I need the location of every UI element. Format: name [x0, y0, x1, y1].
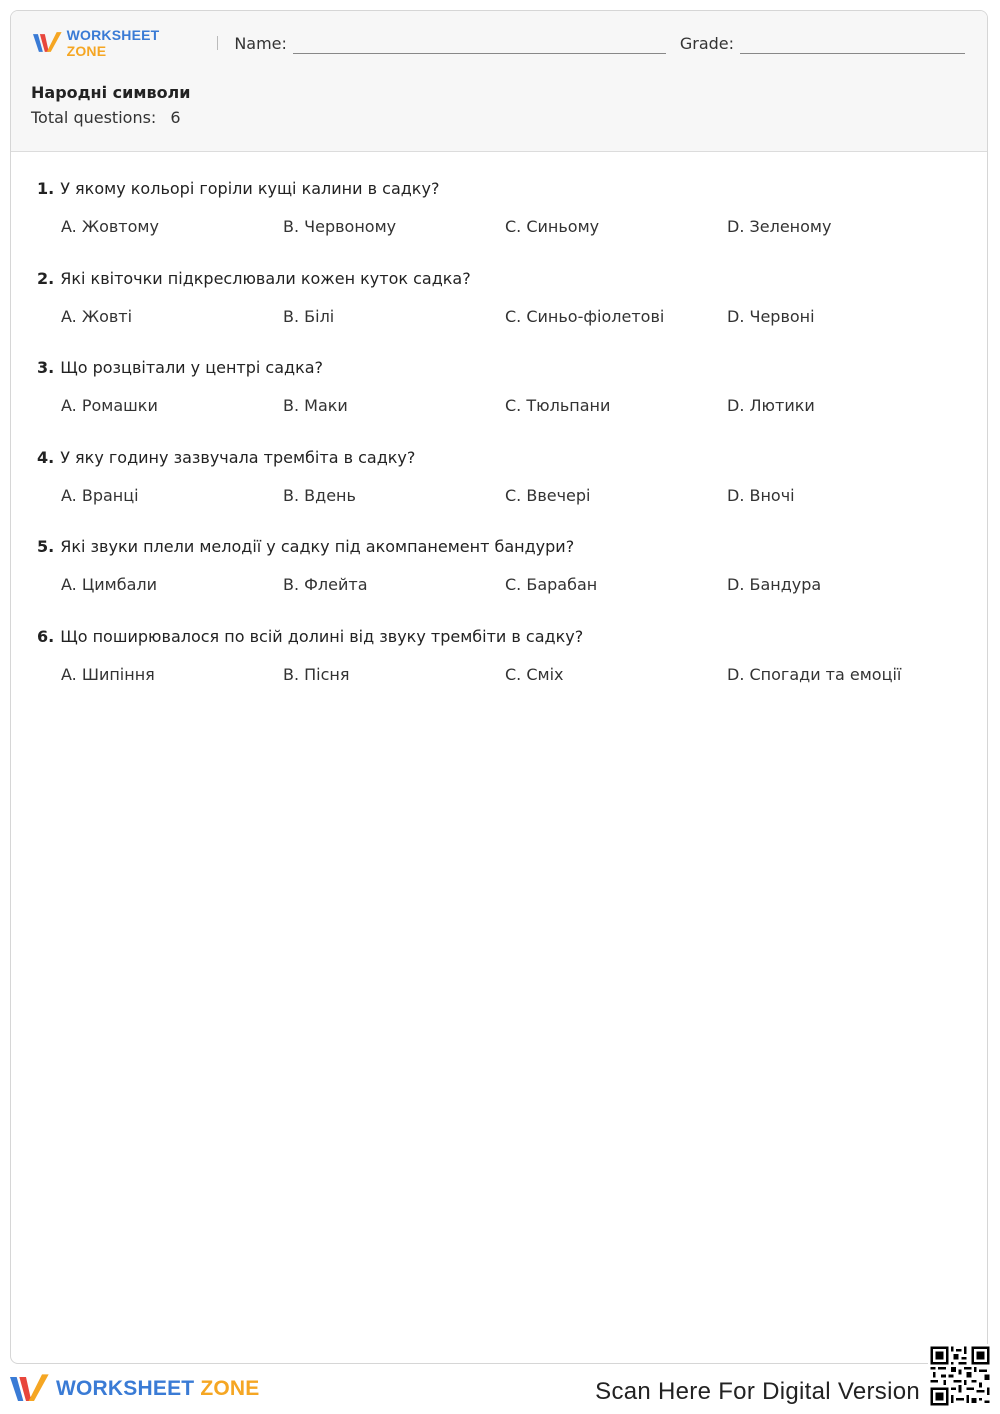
worksheet-header [11, 11, 987, 152]
question-4 [37, 446, 967, 536]
answer-options [37, 307, 967, 326]
question-number: 2. [37, 268, 55, 288]
worksheet-title: Народні символи [31, 83, 191, 102]
option-c[interactable]: C. Синьому [505, 217, 600, 236]
question-text [37, 177, 967, 201]
question-number: 1. [37, 179, 55, 198]
answer-options [37, 217, 967, 236]
footer-brand-logo [10, 1374, 260, 1404]
header-row [33, 29, 965, 57]
option-b[interactable]: B. Пісня [283, 664, 350, 684]
logo-word-2: ZONE [66, 43, 107, 59]
question-prompt: У яку годину зазвучала трембіта в садку? [60, 447, 416, 467]
option-b[interactable]: B. Білі [283, 306, 335, 326]
answer-options [37, 665, 967, 684]
question-prompt: Що поширювалося по всій долині від звуку трембіти в садку? [60, 626, 584, 646]
option-c[interactable]: C. Ввечері [505, 485, 591, 505]
option-c[interactable]: C. Тюльпани [505, 396, 611, 416]
option-c[interactable]: C. Синьо-фіолетові [505, 306, 665, 326]
name-label: Name: [234, 33, 287, 53]
question-number: 4. [37, 447, 55, 467]
question-2 [37, 267, 967, 357]
option-d[interactable]: D. Бандура [727, 575, 822, 595]
total-questions [31, 108, 181, 127]
question-prompt: Які квіточки підкреслювали кожен куток садка? [60, 268, 471, 288]
scan-instruction: Scan Here For Digital Version [595, 1378, 920, 1405]
question-prompt: У якому кольорі горіли кущі калини в садку? [60, 179, 440, 198]
option-d[interactable]: D. Спогади та емоції [727, 664, 902, 684]
brand-logo [33, 27, 201, 59]
question-text [37, 356, 967, 380]
question-text [37, 446, 967, 470]
option-a[interactable]: A. Шипіння [61, 664, 155, 684]
logo-word-1: WORKSHEET [66, 27, 160, 43]
question-prompt: Що розцвітали у центрі садка? [60, 358, 324, 378]
question-5 [37, 535, 967, 625]
total-questions-count: 6 [170, 108, 181, 127]
page-footer [0, 1364, 1000, 1414]
question-number: 5. [37, 537, 55, 557]
option-b[interactable]: B. Вдень [283, 485, 356, 505]
answer-options [37, 396, 967, 415]
logo-wordmark [67, 27, 202, 59]
option-d[interactable]: D. Лютики [727, 396, 815, 416]
question-number: 6. [37, 626, 55, 646]
question-prompt: Які звуки плели мелодії у садку під акомпанемент бандури? [60, 537, 575, 557]
option-a[interactable]: A. Жовтому [61, 217, 159, 236]
option-b[interactable]: B. Маки [283, 396, 348, 416]
footer-logo-word-2: ZONE [200, 1377, 260, 1400]
grade-field[interactable] [740, 35, 965, 54]
question-text [37, 267, 967, 291]
answer-options [37, 575, 967, 594]
option-d[interactable]: D. Зеленому [727, 217, 832, 236]
question-text [37, 625, 967, 649]
option-d[interactable]: D. Вночі [727, 485, 795, 505]
answer-options [37, 486, 967, 505]
question-text [37, 535, 967, 559]
question-6 [37, 625, 967, 715]
qr-code-icon[interactable] [928, 1344, 992, 1408]
option-b[interactable]: B. Флейта [283, 575, 368, 595]
worksheet-zone-logo-icon [10, 1374, 50, 1404]
grade-label: Grade: [679, 33, 735, 53]
total-questions-label: Total questions: [31, 108, 157, 127]
question-number: 3. [37, 358, 55, 378]
header-divider [217, 36, 218, 50]
question-3 [37, 356, 967, 446]
option-a[interactable]: A. Цимбали [61, 575, 158, 595]
footer-logo-word-1: WORKSHEET [56, 1377, 195, 1400]
question-1 [37, 177, 967, 267]
option-a[interactable]: A. Ромашки [61, 396, 158, 416]
option-d[interactable]: D. Червоні [727, 306, 815, 326]
option-a[interactable]: A. Вранці [61, 485, 139, 505]
worksheet-zone-logo-icon [33, 32, 63, 54]
option-b[interactable]: B. Червоному [283, 217, 397, 236]
footer-logo-wordmark [56, 1377, 260, 1401]
option-c[interactable]: C. Барабан [505, 575, 598, 595]
option-c[interactable]: C. Сміх [505, 664, 564, 684]
question-list [37, 177, 967, 715]
name-field[interactable] [293, 35, 666, 54]
worksheet-sheet [10, 10, 988, 1364]
option-a[interactable]: A. Жовті [61, 306, 133, 326]
